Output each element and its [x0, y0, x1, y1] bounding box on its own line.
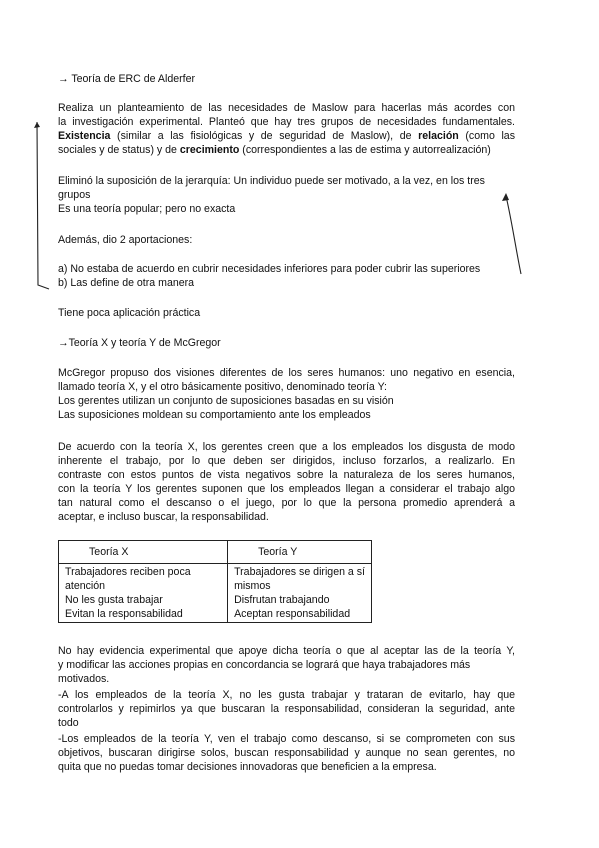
right-arrowhead-icon [502, 193, 509, 201]
paragraph-line: objetivos, buscaran dirigirse solos, buscan responsabilidad y aunque no sean gerentes, no [58, 747, 515, 759]
paragraph-line: todo [58, 717, 79, 729]
section-heading-mcgregor: →Teoría X y teoría Y de McGregor [58, 337, 221, 349]
text-run: sociales y de status) y de [58, 144, 180, 156]
cell-line: Evitan la responsabilidad [65, 608, 183, 620]
paragraph-line: No hay evidencia experimental que apoye dicha teoría o que al aceptar las de la teoría Y, [58, 645, 515, 657]
text-run: (como las [458, 130, 515, 142]
paragraph-line: grupos [58, 189, 91, 201]
paragraph-line: Es una teoría popular; pero no exacta [58, 203, 236, 215]
bold-term-crecimiento: crecimiento [179, 144, 240, 156]
table-header-y: Teoría Y [228, 541, 372, 564]
left-bracket-arrow [37, 122, 49, 289]
bold-term-relacion: relación [418, 130, 459, 142]
cell-line: atención [65, 580, 106, 592]
paragraph-line: Además, dio 2 aportaciones: [58, 234, 193, 246]
paragraph-line: De acuerdo con la teoría X, los gerentes creen que a los empleados los disgusta de modo [58, 441, 515, 453]
cell-line: Aceptan responsabilidad [234, 608, 351, 620]
paragraph-line: inherente el trabajo, por lo que deben ser dirigidos, incluso forzarlos, a realizarlo. En [58, 455, 515, 467]
cell-line: Disfrutan trabajando [234, 594, 330, 606]
paragraph-line: contraste con estos puntos de vista negativos sobre la naturaleza de los seres humanos, [58, 469, 515, 481]
paragraph-line: Las suposiciones moldean su comportamiento ante los empleados [58, 409, 371, 421]
paragraph-line: con la teoría Y los gerentes suponen que los empleados llegan a considerar el trabajo algo [58, 483, 515, 495]
paragraph-line: McGregor propuso dos visiones diferentes de los seres humanos: uno negativo en esencia, [58, 367, 515, 379]
paragraph-line: motivados. [58, 673, 110, 685]
left-arrowhead-icon [34, 122, 40, 128]
cell-line: Trabajadores se dirigen a sí [234, 566, 365, 578]
paragraph-line: tan natural como el descanso o el juego, por lo que la persona promedio aprenderá a [58, 497, 515, 509]
paragraph-line: llamado teoría X, y el otro básicamente positivo, denominado teoría Y: [58, 381, 387, 393]
paragraph-line: la investigación experimental. Planteó que hay tres grupos de necesidades fundamentales. [58, 116, 515, 128]
paragraph-line: y modificar las acciones propias en concordancia se logrará que haya trabajadores más [58, 659, 471, 671]
paragraph-line: Los gerentes utilizan un conjunto de suposiciones basadas en su visión [58, 395, 394, 407]
paragraph-line: -A los empleados de la teoría X, no les gusta trabajar y trataran de evitarlo, hay que [58, 689, 515, 701]
paragraph-line: -Los empleados de la teoría Y, ven el trabajo como descanso, si se comprometen con sus [58, 733, 515, 745]
paragraph-line: Eliminó la suposición de la jerarquía: Un individuo puede ser motivado, a la vez, en los tres [58, 175, 485, 187]
paragraph-line: Realiza un planteamiento de las necesidades de Maslow para hacerlas más acordes con [58, 102, 515, 114]
text-run: (similar a las fisiológicas y de seguridad de Maslow), de [110, 130, 419, 142]
list-item-b: b) Las define de otra manera [58, 277, 195, 289]
paragraph-line: Tiene poca aplicación práctica [58, 307, 201, 319]
cell-line: mismos [234, 580, 271, 592]
paragraph-line: aceptar, e incluso buscar, la responsabilidad. [58, 511, 269, 523]
list-item-a: a) No estaba de acuerdo en cubrir necesidades inferiores para poder cubrir las superiores [58, 263, 481, 275]
paragraph-line: quita que no puedas tomar decisiones innovadoras que beneficien a la empresa. [58, 761, 437, 773]
cell-line: Trabajadores reciben poca [65, 566, 191, 578]
right-curve-arrow [506, 196, 521, 274]
bold-term-existencia: Existencia [58, 130, 111, 142]
section-heading-alderfer: → Teoría de ERC de Alderfer [58, 73, 196, 85]
text-run: (correspondientes a las de estima y autorrealización) [239, 144, 491, 156]
table-header-x: Teoría X [59, 541, 228, 564]
paragraph-line: controlarlos y repimirlos ya que buscaran la responsabilidad, consideran la seguridad, ante [58, 703, 515, 715]
cell-line: No les gusta trabajar [65, 594, 163, 606]
